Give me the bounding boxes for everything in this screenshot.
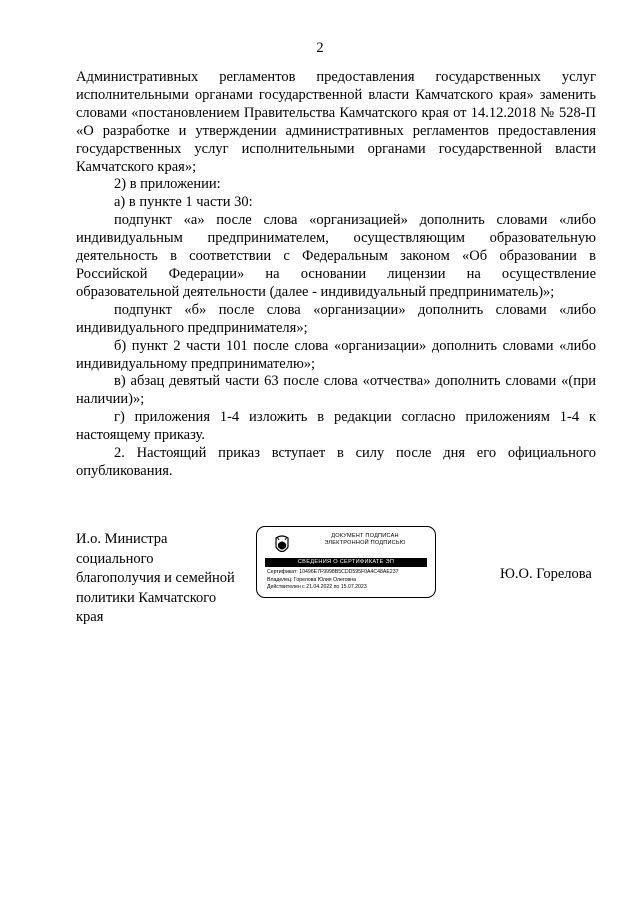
coat-of-arms-icon bbox=[273, 534, 291, 556]
signatory-position bbox=[76, 530, 256, 628]
document-body bbox=[76, 69, 596, 481]
signatory-position-line: И.о. Министра bbox=[76, 531, 168, 547]
signatory-name: Ю.О. Горелова bbox=[500, 566, 592, 582]
stamp-title-line2: ЭЛЕКТРОННОЙ ПОДПИСЬЮ bbox=[324, 540, 406, 546]
stamp-title-line1: ДОКУМЕНТ ПОДПИСАН bbox=[331, 533, 399, 539]
signatory-position-line: благополучия и семейной bbox=[76, 570, 235, 586]
paragraph: 2. Настоящий приказ вступает в силу после дня его официального опубликования. bbox=[76, 445, 596, 479]
stamp-certificate: Сертификат: 10496E7F9998B5CDD595F0A4C48AE237 bbox=[267, 569, 399, 575]
paragraph: в) абзац девятый части 63 после слова «отчества» дополнить словами «(при наличии)»; bbox=[76, 373, 596, 408]
page-number: 2 bbox=[316, 40, 324, 56]
paragraph: а) в пункте 1 части 30: bbox=[114, 194, 253, 211]
stamp-owner: Владелец: Горелова Юлия Олеговна bbox=[267, 576, 357, 583]
signatory-position-line: политики Камчатского bbox=[76, 589, 217, 606]
paragraph: б) пункт 2 части 101 после слова «организации» дополнить словами «либо индивидуальному предпринимателю»; bbox=[76, 337, 596, 372]
stamp-title bbox=[297, 533, 433, 547]
paragraph: Административных регламентов предоставления государственных услуг исполнительными органами государственной власти Камчатского края» заменить словами «постановлением Правительства Камчатского края от 14.12.2018 № 528-П «О разработке и утверждении административных регламентов предоставления государственных услуг исполнительными органами государственной власти Камчатского края»; bbox=[76, 69, 596, 175]
paragraph: г) приложения 1-4 изложить в редакции согласно приложениям 1-4 к настоящему приказу. bbox=[76, 409, 596, 444]
signatory-position-line: социального bbox=[76, 550, 154, 567]
paragraph: подпункт «а» после слова «организацией» дополнить словами «либо индивидуальным предпринимателем, осуществляющим образовательную деятельность в соответствии с Федеральным законом «Об образовании в Российской Федерации» на основании лицензии на осуществление образовательной деятельности (далее - индивидуальный предприниматель)»; bbox=[76, 212, 596, 300]
electronic-signature-stamp bbox=[256, 526, 436, 598]
paragraph: подпункт «б» после слова «организации» дополнить словами «либо индивидуального предпринимателя»; bbox=[76, 301, 596, 336]
stamp-validity: Действителен с 21.04.2022 по 15.07.2023 bbox=[267, 584, 367, 591]
signatory-position-line: края bbox=[76, 609, 104, 625]
paragraph: 2) в приложении: bbox=[114, 176, 221, 193]
stamp-certificate-header: СВЕДЕНИЯ О СЕРТИФИКАТЕ ЭП bbox=[265, 558, 427, 567]
stamp-details bbox=[267, 569, 398, 592]
